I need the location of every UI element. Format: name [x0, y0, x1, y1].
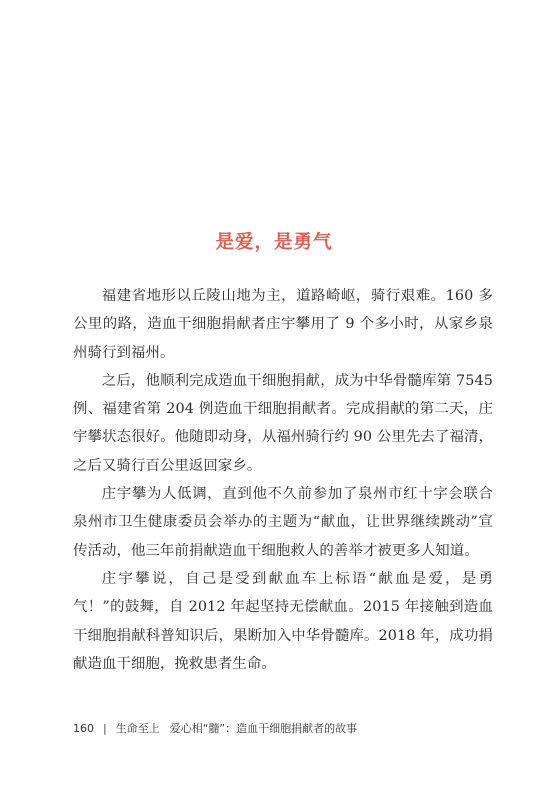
article-body	[73, 282, 493, 678]
paragraph: 庄宇攀说，自己是受到献血车上标语“献血是爱，是勇气！”的鼓舞，自 2012 年起坚持无偿献血。2015 年接触到造血干细胞捐献科普知识后，果断加入中华骨髓库。2018 年，成功捐献造血干细胞，挽救患者生命。	[73, 570, 493, 672]
paragraph: 之后，他顺利完成造血干细胞捐献，成为中华骨髓库第 7545 例、福建省第 204 例造血干细胞捐献者。完成捐献的第二天，庄宇攀状态很好。他随即动身，从福州骑行约 90 公里先去了福清，之后又骑行百公里返回家乡。	[73, 372, 493, 474]
paragraph: 福建省地形以丘陵山地为主，道路崎岖，骑行艰难。160 多公里的路，造血干细胞捐献者庄宇攀用了 9 个多小时，从家乡泉州骑行到福州。	[73, 288, 493, 361]
footer-separator: |	[103, 722, 107, 735]
page-number: 160	[73, 722, 94, 735]
book-title: 爱心相“髓”：造血干细胞捐献者的故事	[169, 722, 358, 735]
article-title: 是爱，是勇气	[215, 232, 333, 253]
page-footer	[73, 720, 357, 736]
chapter-name: 生命至上	[115, 722, 160, 735]
paragraph: 庄宇攀为人低调，直到他不久前参加了泉州市红十字会联合泉州市卫生健康委员会举办的主题为“献血，让世界继续跳动”宣传活动，他三年前捐献造血干细胞救人的善举才被更多人知道。	[73, 486, 493, 559]
